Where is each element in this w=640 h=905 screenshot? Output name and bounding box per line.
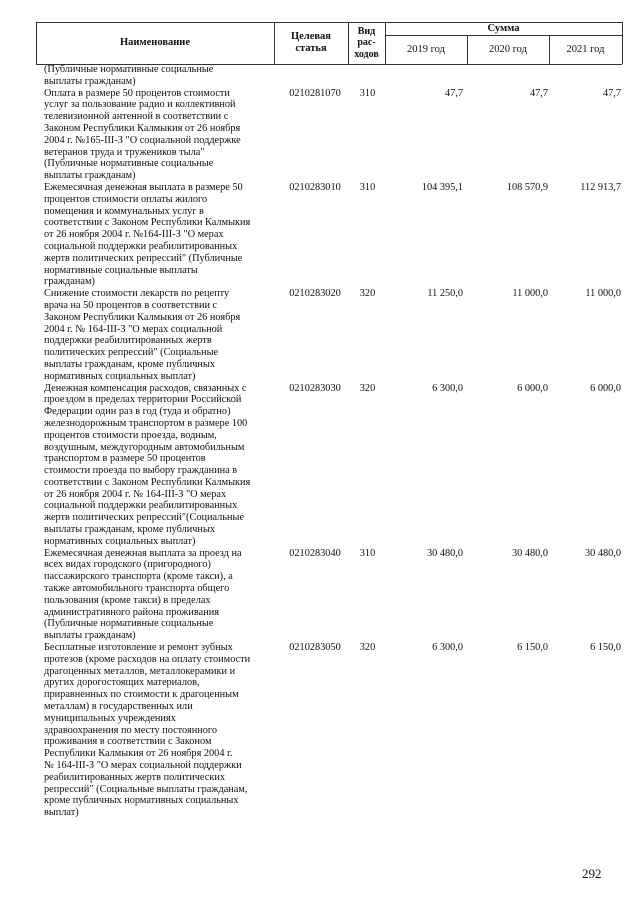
row-value-2020: 108 570,9	[506, 181, 548, 193]
row-value-2020: 47,7	[529, 87, 548, 99]
row-expense-kind: 310	[359, 547, 376, 559]
row-name: Ежемесячная денежная выплата в размере 50 процентов стоимости оплаты жилого помещения и коммунальных услуг в соответствии с Законом Республики Калмыкия от 26 ноября 2004 г. №164-III-З "О мерах социальной поддержки реабилитированных жертв политических репрессий" (Публичные нормативные социальные выплаты гражданам)	[44, 181, 251, 288]
row-value-2019: 104 395,1	[421, 181, 463, 193]
table-row	[0, 88, 640, 182]
header-name: Наименование	[120, 37, 190, 48]
header-target-article: Целевая статья	[291, 31, 331, 54]
header-year-2019: 2019 год	[407, 43, 445, 55]
row-target-code: 0210283040	[289, 547, 341, 559]
row-expense-kind: 310	[359, 181, 376, 193]
row-target-code: 0210281070	[289, 87, 341, 99]
row-target-code: 0210283010	[289, 181, 341, 193]
row-target-code: 0210283030	[289, 382, 341, 394]
row-value-2020: 6 150,0	[517, 642, 548, 654]
table-row	[0, 288, 640, 382]
row-target-code: 0210283020	[289, 288, 341, 300]
table-body	[0, 64, 640, 819]
table-row	[0, 64, 640, 88]
row-value-2021: 6 000,0	[590, 382, 621, 394]
row-value-2021: 47,7	[602, 87, 621, 99]
row-name: Денежная компенсация расходов, связанных с проездом в пределах территории Российской Федерации один раз в год (туда и обратно) железнодорожным транспортом в размере 100 процентов стоимости проезда, водным, воздушным, междугородным автомобильным транспортом в размере 50 процентов стоимости проезда по выбору гражданина в соответствии с Законом Республики Калмыкия от 26 ноября 2004 г. № 164-III-З "О мерах социальной поддержки реабилитированных жертв политических репрессий"(Социальные выплаты гражданам, кроме публичных нормативных социальных выплат)	[44, 382, 251, 547]
row-value-2021: 30 480,0	[584, 547, 621, 559]
row-value-2019: 47,7	[444, 87, 463, 99]
row-value-2019: 30 480,0	[426, 547, 463, 559]
table-row	[0, 642, 640, 819]
header-expense-kind: Вид рас- ходов	[354, 25, 379, 60]
table-row	[0, 182, 640, 288]
row-expense-kind: 320	[359, 288, 376, 300]
row-name: Бесплатные изготовление и ремонт зубных протезов (кроме расходов на оплату стоимости драгоценных металлов, металлокерамики и других дорогостоящих материалов, приравненных по стоимости к драгоценным металлам) в государственных или муниципальных учреждениях здравоохранения по месту постоянного проживания в соответствии с Законом Республики Калмыкия от 26 ноября 2004 г. № 164-III-З "О мерах социальной поддержки реабилитированных жертв политических репрессий" (Социальные выплаты гражданам, кроме публичных нормативных социальных выплат)	[44, 642, 251, 819]
row-value-2020: 11 000,0	[512, 288, 548, 300]
row-expense-kind: 310	[359, 87, 376, 99]
table-row	[0, 383, 640, 548]
row-value-2020: 6 000,0	[517, 382, 548, 394]
header-year-2021: 2021 год	[566, 43, 605, 55]
page-number: 292	[582, 866, 602, 881]
row-value-2021: 6 150,0	[590, 642, 621, 654]
row-name: Ежемесячная денежная выплата за проезд на всех видах городского (пригородного) пассажирского транспорта (кроме такси), а также автомобильного транспорта общего пользования (кроме такси) в пределах административного района проживания (Публичные нормативные социальные выплаты гражданам)	[44, 547, 242, 642]
row-value-2021: 112 913,7	[580, 181, 621, 193]
row-value-2019: 11 250,0	[427, 288, 463, 300]
row-value-2020: 30 480,0	[511, 547, 548, 559]
row-expense-kind: 320	[359, 382, 376, 394]
table-row	[0, 548, 640, 642]
header-sum: Сумма	[487, 22, 520, 34]
table-header	[36, 22, 622, 64]
row-name: Снижение стоимости лекарств по рецепту врача на 50 процентов в соответствии с Законом Республики Калмыкия от 26 ноября 2004 г. № 164-III-З "О мерах социальной поддержки реабилитированных жертв политических репрессий" (Социальные выплаты гражданам, кроме публичных нормативных социальных выплат)	[44, 288, 241, 382]
row-value-2019: 6 300,0	[432, 382, 463, 394]
row-value-2019: 6 300,0	[432, 642, 463, 654]
row-target-code: 0210283050	[289, 642, 341, 654]
row-name: Оплата в размере 50 процентов стоимости услуг за пользование радио и коллективной телевизионной антенной в соответствии с Законом Республики Калмыкия от 26 ноября 2004 г. №165-III-З "О социальной поддержке ветеранов труда и тружеников тыла" (Публичные нормативные социальные выплаты гражданам)	[44, 87, 241, 182]
header-year-2020: 2020 год	[489, 43, 527, 55]
row-expense-kind: 320	[359, 642, 376, 654]
row-name: (Публичные нормативные социальные выплаты гражданам)	[44, 64, 214, 87]
row-value-2021: 11 000,0	[585, 288, 621, 300]
